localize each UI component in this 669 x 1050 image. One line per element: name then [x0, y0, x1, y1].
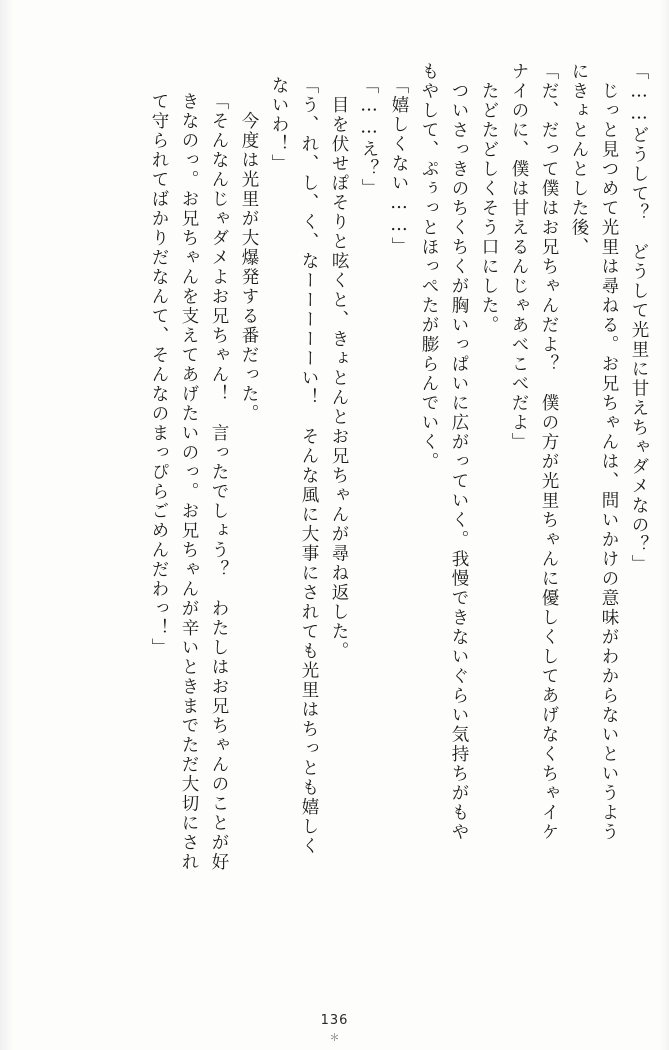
text-line: 今度は光里が大爆発する番だった。 — [239, 92, 259, 424]
page-number: 136 — [320, 1013, 349, 1028]
text-line: 「う、れ、し、く、なーーーーーい！ そんな風に大事にされても光里はちっとも嬉しく — [299, 76, 319, 856]
text-line: たどたどしくそう口にした。 — [479, 62, 499, 335]
text-line: じっと見つめて光里は尋ねる。お兄ちゃんは、問いかけの意味がわからないというよう — [599, 62, 619, 842]
text-line: 「嬉しくない……」 — [389, 76, 409, 257]
text-line: 「そんなんじゃダメよお兄ちゃん！ 言ったでしょう？ わたしはお兄ちゃんのことが好 — [209, 92, 229, 872]
text-line: て守られてばかりだなんて、そんなのまっぴらごめんだわっ！」 — [149, 92, 169, 658]
text-line: きなのっ。お兄ちゃんを支えてあげたいのっ。お兄ちゃんが辛いときまでただ大切にされ — [179, 92, 199, 872]
vertical-text-block — [26, 62, 647, 992]
text-line: 「……え？」 — [359, 76, 379, 198]
text-line: ないわ！」 — [269, 76, 289, 174]
text-line: 「だ、だって僕はお兄ちゃんだよ？ 僕の方が光里ちゃんに優しくしてあげなくちゃイケ — [539, 62, 559, 842]
text-line: ついさっきのちくちくが胸いっぱいに広がっていく。我慢できないぐらい気持ちがもや — [449, 62, 469, 842]
text-line: 目を伏せぽそりと呟くと、きょとんとお兄ちゃんが尋ね返した。 — [329, 76, 349, 661]
text-line: ナイのに、僕は甘えるんじゃあべこべだよ」 — [509, 62, 529, 452]
text-line: もやして、ぷぅっとほっぺたが膨らんでいく。 — [419, 62, 439, 472]
page-footer-mark: ＊ — [329, 1033, 340, 1044]
text-line: にきょとんとした後、 — [569, 62, 589, 257]
text-line: 「……どうして？ どうして光里に甘えちゃダメなの？」 — [629, 62, 649, 574]
